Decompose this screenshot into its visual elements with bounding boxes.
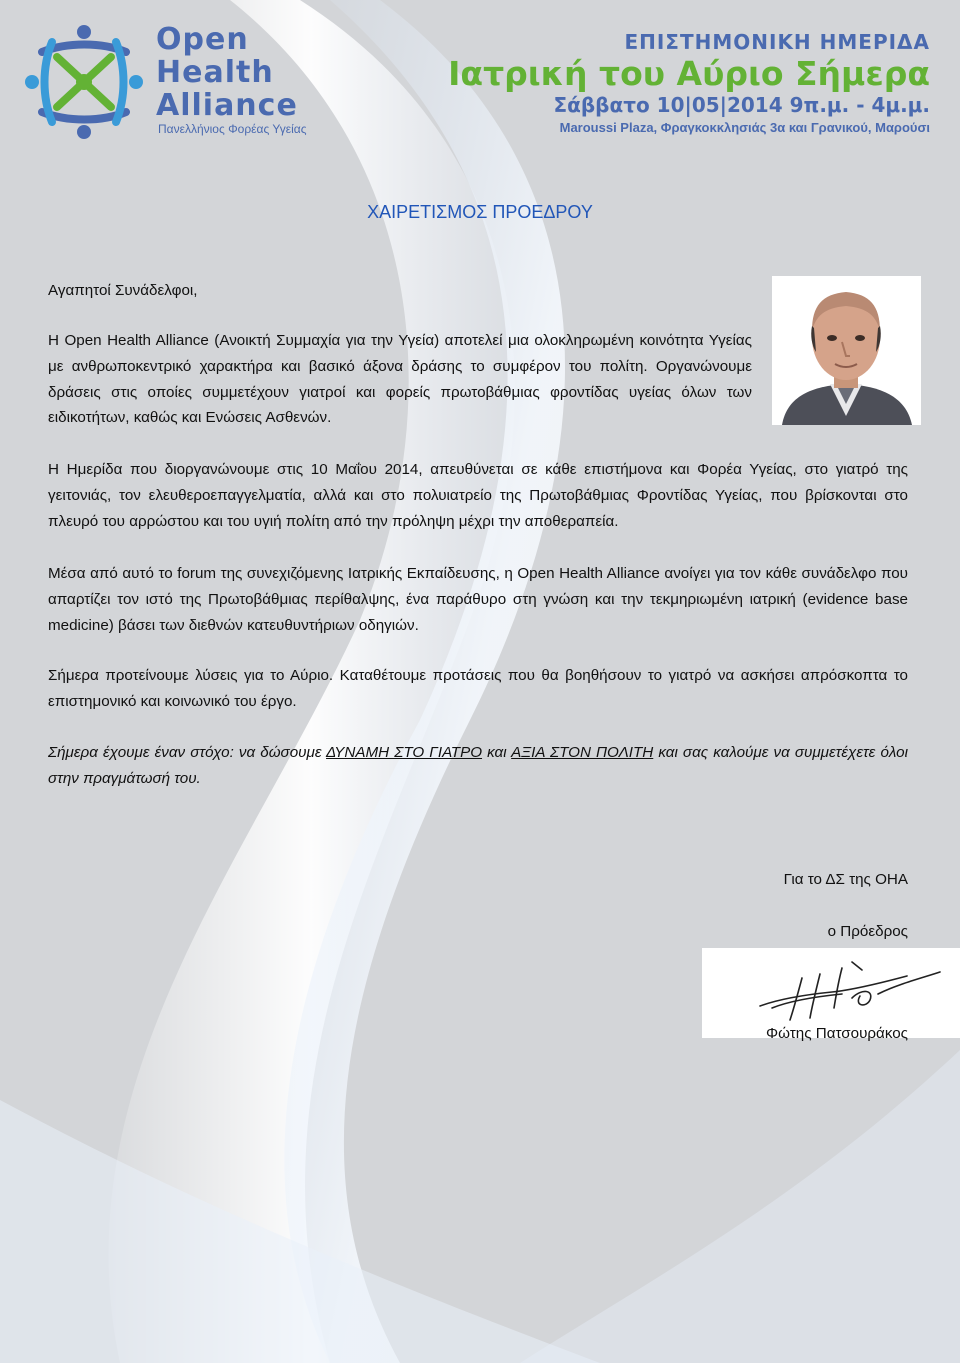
signature-board: Για το ΔΣ της ΟΗΑ — [783, 871, 908, 888]
salutation: Αγαπητοί Συνάδελφοι, — [48, 282, 198, 299]
logo-word-alliance: Alliance — [156, 88, 298, 123]
event-date: Σάββατο 10|05|2014 9π.μ. - 4μ.μ. — [553, 93, 930, 117]
signature-role: ο Πρόεδρος — [827, 923, 908, 940]
paragraph-intro: Η Open Health Alliance (Ανοικτή Συμμαχία για την Υγεία) αποτελεί μια ολοκληρωμένη κοινότητα Υγείας με ανθρωποκεντρικό χαρακτήρα και βασικό άξονα δράσης το συμφέρον του πολίτη. Οργανώνουμε δράσεις στις οποίες συμμετέχουν γιατροί και φορείς πρωτοβάθμιας φροντίδας υγείας όλων των ειδικοτήτων, καθώς και Ενώσεις Ασθενών. — [48, 332, 752, 427]
letter-heading: ΧΑΙΡΕΤΙΣΜΟΣ ΠΡΟΕΔΡΟΥ — [367, 202, 593, 222]
paragraph-proposals: Σήμερα προτείνουμε λύσεις για το Αύριο. Καταθέτουμε προτάσεις που θα βοηθήσουν το γιατρό να ασκήσει απρόσκοπτα το επιστημονικό και κοινωνικό του έργο. — [48, 667, 908, 710]
goal-emphasis-doctor: ΔΥΝΑΜΗ ΣΤΟ ΓΙΑΤΡΟ — [326, 744, 483, 761]
goal-text-e: και σας καλούμε να συμμετέχετε όλοι στην πραγμάτωσή του. — [48, 744, 908, 787]
open-health-alliance-logo — [22, 22, 146, 142]
signatory-name: Φώτης Πατσουράκος — [766, 1025, 908, 1042]
logo-word-open: Open — [156, 22, 249, 57]
goal-text-a: Σήμερα έχουμε έναν στόχο: να δώσουμε — [48, 744, 327, 761]
paragraph-event: Η Ημερίδα που διοργανώνουμε στις 10 Μαΐου 2014, απευθύνεται σε κάθε επιστήμονα και Φορέα Υγείας, στο γιατρό της γειτονιάς, τον ελευθεροεπαγγελματία, αλλά και στο πολυιατρείο της Πρωτοβάθμιας Φροντίδας Υγείας, που βρίσκονται στο πλευρό του αρρώστου και του υγιή πολίτη από την πρόληψη μέχρι την αποθεραπεία. — [48, 461, 908, 530]
event-venue: Maroussi Plaza, Φραγκοκκλησιάς 3α και Γρανικού, Μαρούσι — [559, 120, 930, 135]
paragraph-forum: Μέσα από αυτό το forum της συνεχιζόμενης Ιατρικής Εκπαίδευσης, η Open Health Alliance ανοίγει για τον κάθε συνάδελφο που απαρτίζει τον ιστό της Πρωτοβάθμιας περίθαλψης, ένα παράθυρο στη γνώση και την τεκμηριωμένη ιατρική (evidence base medicine) βάσει των διεθνών κατευθυντήριων οδηγιών. — [48, 565, 908, 634]
event-title: Ιατρική του Αύριο Σήμερα — [448, 54, 930, 93]
paragraph-goal — [48, 740, 908, 792]
goal-text-c: και — [482, 744, 512, 761]
goal-emphasis-citizen: ΑΞΙΑ ΣΤΟΝ ΠΟΛΙΤΗ — [511, 744, 654, 761]
logo-word-health: Health — [156, 55, 274, 90]
event-kind: ΕΠΙΣΤΗΜΟΝΙΚΗ ΗΜΕΡΙΔΑ — [624, 30, 930, 54]
president-portrait — [772, 276, 921, 425]
logo-subtitle: Πανελλήνιος Φορέας Υγείας — [158, 122, 307, 136]
